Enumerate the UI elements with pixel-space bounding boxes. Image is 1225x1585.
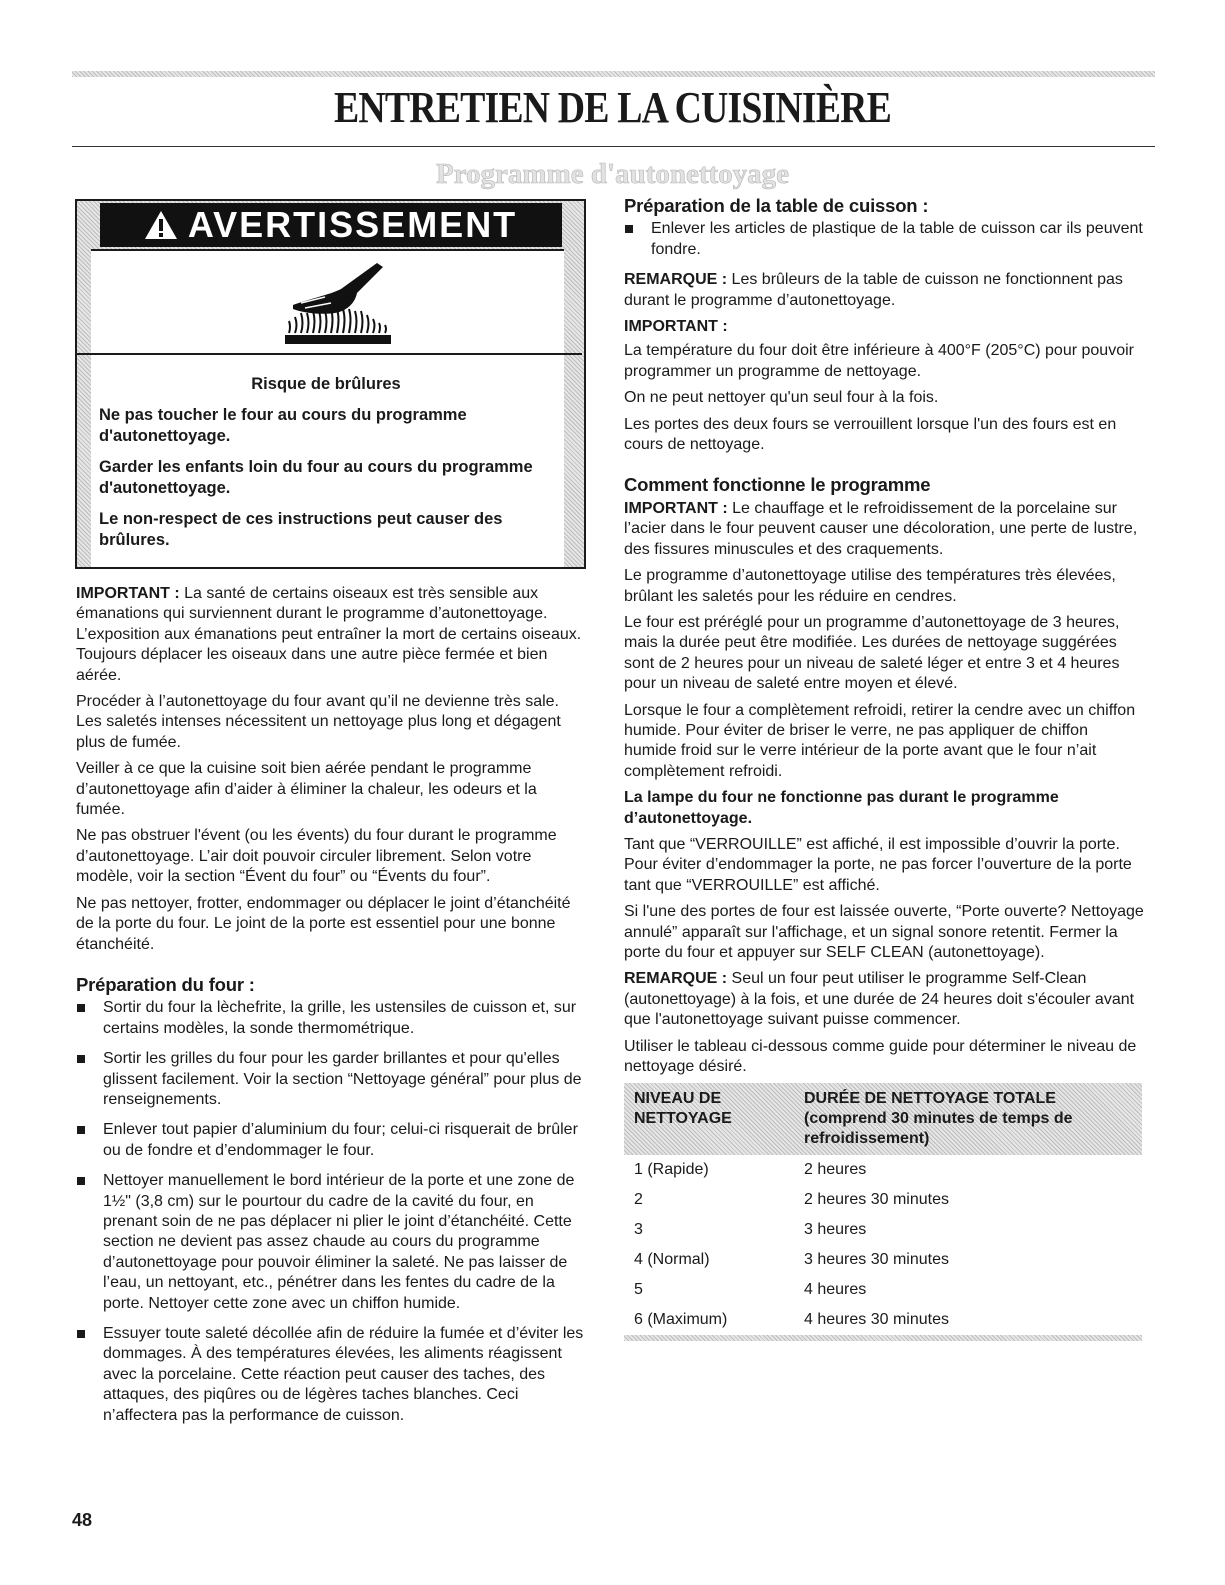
paragraph: Utiliser le tableau ci-dessous comme guide pour déterminer le niveau de nettoyage désiré. <box>624 1037 1137 1076</box>
paragraph: Les portes des deux fours se verrouillent lorsque l'un des fours est en cours de nettoyage. <box>624 415 1117 454</box>
column-header: NIVEAU DE NETTOYAGE <box>634 1090 732 1128</box>
list-item <box>76 1171 586 1314</box>
list-item <box>624 219 1144 260</box>
table-row <box>624 1215 1142 1245</box>
cleaning-duration-cell: 2 heures 30 minutes <box>804 1191 949 1209</box>
warning-triangle-icon <box>144 210 178 240</box>
paragraph: Tant que “VERROUILLE” est affiché, il est impossible d’ouvrir la porte. Pour éviter d’endommager la porte, ne pas forcer l’ouverture de la porte tant que “VERROUILLE” est affiché. <box>624 835 1132 894</box>
cleaning-level-cell: 6 (Maximum) <box>634 1311 728 1329</box>
warning-label-bar <box>100 203 562 247</box>
table-row <box>624 1245 1142 1275</box>
table-row <box>624 1305 1142 1335</box>
cleaning-level-cell: 1 (Rapide) <box>634 1161 709 1179</box>
page-number: 48 <box>72 1510 93 1530</box>
warning-body <box>77 249 584 567</box>
table-footer-band-cell <box>624 1335 1142 1341</box>
paragraph-text: La santé de certains oiseaux est très sensible aux émanations qui surviennent durant le programme d’autonettoyage. L’exposition aux émanations peut entraîner la mort de certains oiseaux. Toujours déplacer les oiseaux dans une autre pièce fermée et bien aérée. <box>76 585 582 684</box>
cooktop-prep-heading: Préparation de la table de cuisson : <box>624 195 929 216</box>
paragraph: Lorsque le four a complètement refroidi, retirer la cendre avec un chiffon humide. Pour éviter de briser le verre, ne pas appliquer de chiffon humide froid sur le verre intérieur de la porte avant que le four n’ait complètement refroidi. <box>624 701 1136 780</box>
section-title: Programme d'autonettoyage <box>435 158 790 190</box>
header-band <box>72 71 1155 77</box>
how-it-works-heading: Comment fonctionne le programme <box>624 474 931 496</box>
bullet-icon <box>77 1055 85 1063</box>
oven-prep-list <box>76 998 586 1426</box>
list-item-text: Essuyer toute saleté décollée afin de réduire la fumée et d’éviter les dommages. À des températures élevées, les aliments réagissent avec la porcelaine. Cette réaction peut causer des taches, des attaques, des piqûres ou de légères taches blanches. Ceci n’affectera pas la performance de cuisson. <box>103 1325 584 1424</box>
warning-side-stripe-left <box>77 249 91 567</box>
oven-prep-heading: Préparation du four : <box>76 973 255 995</box>
cleaning-duration-cell: 2 heures <box>804 1161 867 1179</box>
paragraph: Le programme d’autonettoyage utilise des températures très élevées, brûlant les saletés pour les réduire en cendres. <box>624 567 1116 605</box>
paragraph-text: Seul un four peut utiliser le programme Self-Clean (autonettoyage) à la fois, et une durée de 24 heures doit s'écouler avant que l'autonettoyage suivant puisse commencer. <box>624 970 1135 1029</box>
paragraph: La température du four doit être inférieure à 400°F (205°C) pour pouvoir programmer un programme de nettoyage. <box>624 342 1134 380</box>
title-divider <box>72 146 1155 147</box>
paragraph: Ne pas nettoyer, frotter, endommager ou déplacer le joint d’étanchéité de la porte du four. Le joint de la porte est essentiel pour une bonne étanchéité. <box>76 894 571 953</box>
cleaning-duration-cell: 3 heures 30 minutes <box>804 1251 949 1269</box>
left-column <box>76 584 586 1436</box>
cleaning-level-cell: 5 <box>634 1281 643 1299</box>
bullet-icon <box>77 1004 85 1012</box>
birds-paragraph <box>76 584 586 686</box>
pictogram-divider <box>77 353 582 355</box>
bullet-icon <box>625 225 633 233</box>
cleaning-level-cell: 3 <box>634 1221 643 1239</box>
note-label: REMARQUE : <box>624 970 728 988</box>
table-header-row <box>624 1083 1142 1155</box>
list-item-text: Sortir du four la lèchefrite, la grille, les ustensiles de cuisson et, sur certains modèles, la sonde thermométrique. <box>103 999 577 1037</box>
note-paragraph <box>624 969 1144 1030</box>
list-item-text: Enlever les articles de plastique de la table de cuisson car ils peuvent fondre. <box>651 220 1143 258</box>
lamp-note: La lampe du four ne fonctionne pas durant le programme d’autonettoyage. <box>624 789 1059 827</box>
bullet-icon <box>77 1330 85 1338</box>
hazard-title: Risque de brûlures <box>251 375 401 393</box>
table-row <box>624 1275 1142 1305</box>
paragraph: Si l'une des portes de four est laissée ouverte, “Porte ouverte? Nettoyage annulé” apparaît sur l'affichage, et un signal sonore retentit. Fermer la porte du four et appuyer sur SELF CLEAN (autonettoyage). <box>624 903 1144 961</box>
list-item <box>76 1120 586 1161</box>
table-row <box>624 1185 1142 1215</box>
list-item <box>76 998 586 1039</box>
list-item-text: Sortir les grilles du four pour les garder brillantes et pour qu'elles glissent facilement. Voir la section “Nettoyage général” pour plus de renseignements. <box>103 1050 582 1108</box>
table-row <box>624 1155 1142 1185</box>
paragraph: Ne pas obstruer l'évent (ou les évents) du four durant le programme d’autonettoyage. L’air doit pouvoir circuler librement. Selon votre modèle, voir la section “Évent du four” ou “Évents du four”. <box>76 827 557 886</box>
hazard-line: Ne pas toucher le four au cours du programme d'autonettoyage. <box>99 406 467 445</box>
table-body <box>624 1155 1142 1341</box>
note-label: REMARQUE : <box>624 271 728 289</box>
paragraph: Procéder à l’autonettoyage du four avant qu’il ne devienne très sale. Les saletés intenses nécessitent un nettoyage plus long et dégagent plus de fumée. <box>76 693 561 751</box>
cleaning-level-cell: 4 (Normal) <box>634 1251 710 1269</box>
warning-box <box>75 199 586 569</box>
warning-content <box>91 249 564 567</box>
list-item <box>76 1324 586 1426</box>
paragraph: Le four est préréglé pour un programme d’autonettoyage de 3 heures, mais la durée peut être modifiée. Les durées de nettoyage suggérées sont de 2 heures pour un niveau de saleté léger et entre 3 et 4 heures pour un niveau de saleté entre moyen et élevé. <box>624 613 1120 693</box>
important-label: IMPORTANT : <box>624 318 728 336</box>
important-paragraph <box>624 499 1144 560</box>
bullet-icon <box>77 1177 85 1185</box>
table-footer-band <box>624 1335 1142 1341</box>
hand-burn-hazard-icon <box>281 259 401 351</box>
paragraph-text: Les brûleurs de la table de cuisson ne fonctionnent pas durant le programme d’autonettoyage. <box>624 271 1123 309</box>
cooktop-prep-list <box>624 219 1144 260</box>
cleaning-duration-cell: 4 heures <box>804 1281 867 1299</box>
page-title: ENTRETIEN DE LA CUISINIÈRE <box>334 83 891 132</box>
cleaning-level-cell: 2 <box>634 1191 643 1209</box>
right-column <box>624 196 1144 1341</box>
note-paragraph <box>624 270 1144 311</box>
hazard-line: Le non-respect de ces instructions peut causer des brûlures. <box>99 510 503 549</box>
warning-label: AVERTISSEMENT <box>187 204 518 245</box>
list-item-text: Nettoyer manuellement le bord intérieur de la porte et une zone de 1½" (3,8 cm) sur le pourtour du cadre de la cavité du four, en prenant soin de ne pas déplacer ni plier le joint d’étanchéité. Cette section ne devient pas assez chaude au cours du programme d’autonettoyage pour pouvoir éliminer la saleté. Ne pas laisser de l’eau, un nettoyant, etc., pénétrer dans les fentes du cadre de la porte. Nettoyer cette zone avec un chiffon humide. <box>103 1172 575 1312</box>
paragraph: Veiller à ce que la cuisine soit bien aérée pendant le programme d’autonettoyage afin d’aider à éliminer la chaleur, les odeurs et la fumée. <box>76 760 537 819</box>
bullet-icon <box>77 1126 85 1134</box>
column-header: DURÉE DE NETTOYAGE TOTALE (comprend 30 minutes de temps de refroidissement) <box>804 1090 1073 1148</box>
paragraph: On ne peut nettoyer qu'un seul four à la fois. <box>624 389 939 407</box>
cleaning-duration-cell: 4 heures 30 minutes <box>804 1311 949 1329</box>
cleaning-duration-cell: 3 heures <box>804 1221 867 1239</box>
list-item <box>76 1049 586 1110</box>
cleaning-level-table <box>624 1083 1142 1341</box>
paragraph-text: Le chauffage et le refroidissement de la porcelaine sur l’acier dans le four peuvent causer une décoloration, une perte de lustre, des fissures minuscules et des craquements. <box>624 499 1138 558</box>
important-label: IMPORTANT : <box>624 499 728 517</box>
warning-header <box>77 201 584 251</box>
list-item-text: Enlever tout papier d’aluminium du four; celui-ci risquerait de brûler ou de fondre et d’endommager le four. <box>103 1121 578 1159</box>
important-label: IMPORTANT : <box>76 585 180 602</box>
hazard-line: Garder les enfants loin du four au cours du programme d'autonettoyage. <box>99 458 533 497</box>
